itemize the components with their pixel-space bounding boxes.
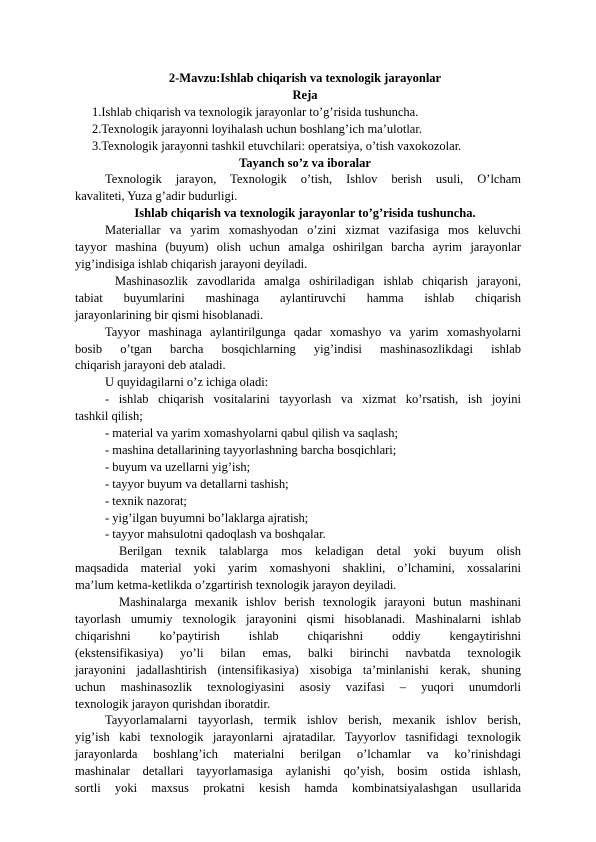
keywords-line: Texnologik jarayon, Texnologik o’tish, Ishlov berish usuli, O’lcham (105, 172, 521, 187)
paragraph-line: jarayonlarda boshlang’ich materialni berilgan o’lchamlar va ko’rinishdagi (75, 747, 521, 762)
list-item: - mashina detallarining tayyorlashning barcha bosqichlari; (105, 442, 397, 457)
list-item: - tayyor mahsulotni qadoqlash va boshqalar. (105, 527, 326, 542)
document-title: 2-Mavzu:Ishlab chiqarish va texnologik jarayonlar (168, 71, 442, 85)
paragraph (75, 222, 521, 273)
paragraph-line: Berilgan texnik talablarga mos keladigan detal yoki buyum olish (119, 544, 521, 559)
list-item: - tayyor buyum va detallarni tashish; (105, 476, 289, 491)
paragraph-line: Mashinasozlik zavodlarida amalga oshiriladigan ishlab chiqarish jarayoni, (115, 273, 521, 288)
paragraph (75, 712, 521, 797)
paragraph-line: ma’lum ketma-ketlikda o’zgartirish texnologik jarayon deyiladi. (75, 578, 397, 593)
paragraph-line: Mashinalarga mexanik ishlov berish texnologik jarayoni butun mashinani (119, 595, 521, 610)
paragraph-line: yig’ish kabi texnologik jarayonlarni ajratadilar. Tayyorlov tasnifidagi texnologik (75, 730, 521, 745)
paragraph-line: (ekstensifikasiya) yo’li bilan emas, balki birinchi navbatda texnologik (75, 645, 521, 660)
list-item-continuation: tashkil qilish; (75, 409, 143, 424)
paragraph-line: jarayonini jadallashtirish (intensifikasiya) xisobiga ta’minlanishi kerak, shuning (75, 662, 521, 677)
paragraph (75, 273, 521, 324)
paragraph-line: bosib o’tgan barcha bosqichlarning yig’indisi mashinasozlikdagi ishlab (75, 341, 521, 356)
paragraph (75, 543, 521, 594)
paragraph-line: tayorlash umumiy texnologik jarayonini qismi hisoblanadi. Mashinalarni ishlab (75, 612, 521, 626)
plan-list (89, 104, 521, 155)
keywords-heading: Tayanch so’z va iboralar (239, 155, 371, 170)
list-item: - buyum va uzellarni yig’ish; (105, 459, 251, 474)
activity-list (75, 391, 521, 543)
list-item: - ishlab chiqarish vositalarini tayyorlash va xizmat ko’rsatish, ish joyini (105, 392, 521, 407)
list-item: - material va yarim xomashyolarni qabul qilish va saqlash; (105, 426, 398, 441)
paragraph-line: tayyor mashina (buyum) olish uchun amalga oshirilgan barcha ayrim jarayonlar (75, 240, 521, 255)
paragraph-line: tabiat buyumlarini mashinaga aylantiruvchi hamma ishlab chiqarish (75, 290, 521, 305)
list-item: - texnik nazorat; (105, 493, 187, 508)
paragraph-line: yig’indisiga ishlab chiqarish jarayoni deyiladi. (75, 256, 308, 271)
paragraph-line: sortli yoki maxsus prokatni kesish hamda kombinatsiyalashgan usullarida (75, 781, 521, 796)
paragraph-line: chiqarish jarayoni deb ataladi. (75, 358, 226, 373)
plan-item: 3.Texnologik jarayonni tashkil etuvchilari: operatsiya, o’tish vaxokozolar. (92, 138, 462, 153)
keywords-line: kavaliteti, Yuza g’adir budurligi. (75, 189, 238, 204)
plan-item: 2.Texnologik jarayonni loyihalash uchun boshlang’ich ma’ulotlar. (92, 121, 422, 136)
paragraph-line: jarayonlarining bir qismi hisoblanadi. (75, 307, 264, 322)
paragraph-line: uchun mashinasozlik texnologiyasini asosiy vazifasi – yuqori unumdorli (75, 679, 521, 694)
paragraph-line: Tayyorlamalarni tayyorlash, termik ishlov berish, mexanik ishlov berish, (105, 713, 521, 728)
paragraph-line: mashinalar detallari tayyorlamasiga aylanishi qo’yish, bosim ostida ishlash, (75, 764, 521, 779)
list-item: - yig’ilgan buyumni bo’laklarga ajratish; (105, 510, 309, 525)
list-intro: U quyidagilarni o’z ichiga oladi: (105, 375, 269, 390)
paragraph (75, 594, 521, 712)
paragraph-line: texnologik jarayon qurishdan iboratdir. (75, 696, 271, 711)
paragraph-line: maqsadida material yoki yarim xomashyoni shaklini, o’lchamini, xossalarini (75, 561, 521, 576)
paragraph (75, 324, 521, 375)
keywords-paragraph (75, 171, 521, 205)
plan-heading: Reja (292, 87, 318, 102)
paragraph-line: Materiallar va yarim xomashyodan o’zini xizmat vazifasiga mos keluvchi (105, 223, 521, 238)
plan-item: 1.Ishlab chiqarish va texnologik jarayonlar to’g’risida tushuncha. (92, 104, 419, 119)
paragraph-line: Tayyor mashinaga aylantirilgunga qadar xomashyo va yarim xomashyolarni (105, 324, 521, 339)
paragraph-line: chiqarishni ko’paytirish ishlab chiqarishni oddiy kengaytirishni (75, 628, 521, 643)
section-heading: Ishlab chiqarish va texnologik jarayonlar to’g’risida tushuncha. (134, 206, 476, 221)
